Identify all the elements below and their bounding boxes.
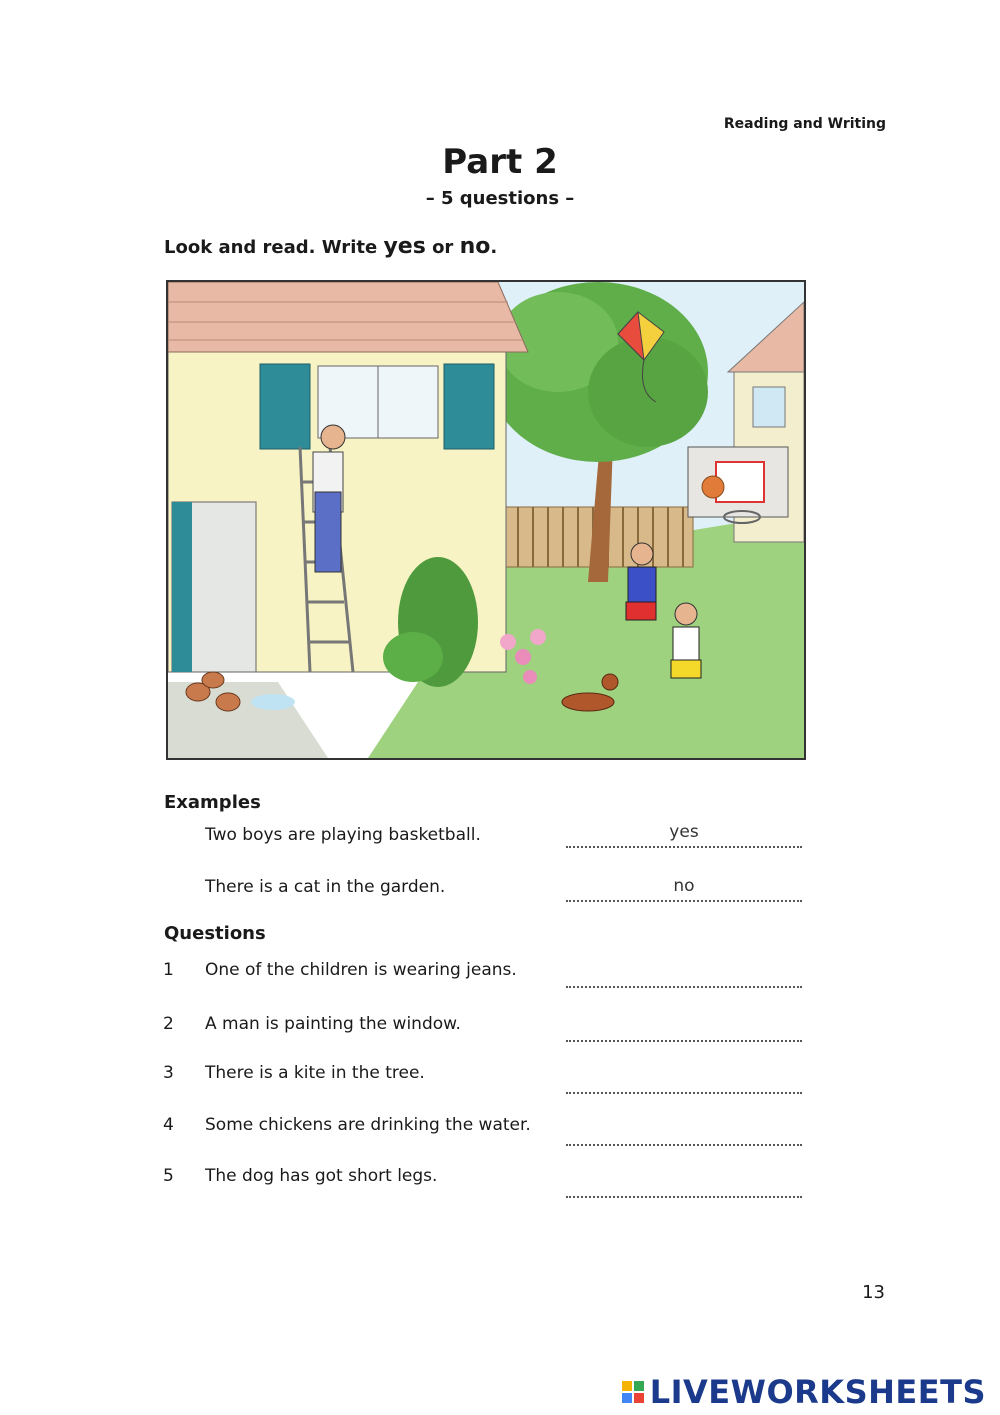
page-number: 13 [862,1282,885,1303]
question-number: 3 [163,1063,174,1083]
garden-scene-illustration [166,280,806,760]
example-answer-value: no [673,876,695,896]
question-number: 1 [163,960,174,980]
examples-heading: Examples [164,792,261,813]
example-answer [566,878,802,902]
section-header: Reading and Writing [723,116,886,132]
answer-field-5[interactable] [566,1174,802,1198]
question-number: 4 [163,1115,174,1135]
answer-field-1[interactable] [566,964,802,988]
instruction-no: no [459,234,491,259]
question-text: A man is painting the window. [205,1014,461,1034]
example-text: Two boys are playing basketball. [205,825,481,845]
boy-yellow-shorts [671,603,701,678]
question-text: The dog has got short legs. [205,1166,438,1186]
part-title: Part 2 [442,142,558,182]
question-text: There is a kite in the tree. [205,1063,425,1083]
brand-name: LIVEWORKSHEETS [649,1373,986,1411]
instruction-yes: yes [383,234,426,259]
question-text: One of the children is wearing jeans. [205,960,517,980]
water-puddle [251,694,295,710]
question-number: 5 [163,1166,174,1186]
answer-field-3[interactable] [566,1070,802,1094]
instruction-end: . [490,237,498,258]
scene-svg [168,282,804,758]
question-text: Some chickens are drinking the water. [205,1115,531,1135]
part-subtitle: – 5 questions – [425,188,575,209]
answer-field-4[interactable] [566,1122,802,1146]
instruction-prefix: Look and read. Write [164,237,384,258]
liveworksheets-brand[interactable] [622,1372,986,1412]
example-answer-value: yes [669,822,699,842]
example-answer [566,824,802,848]
example-text: There is a cat in the garden. [205,877,446,897]
liveworksheets-logo-icon [622,1381,644,1403]
answer-field-2[interactable] [566,1018,802,1042]
questions-heading: Questions [164,923,266,944]
question-number: 2 [163,1014,174,1034]
instruction-or: or [425,237,460,258]
instruction [164,234,497,259]
